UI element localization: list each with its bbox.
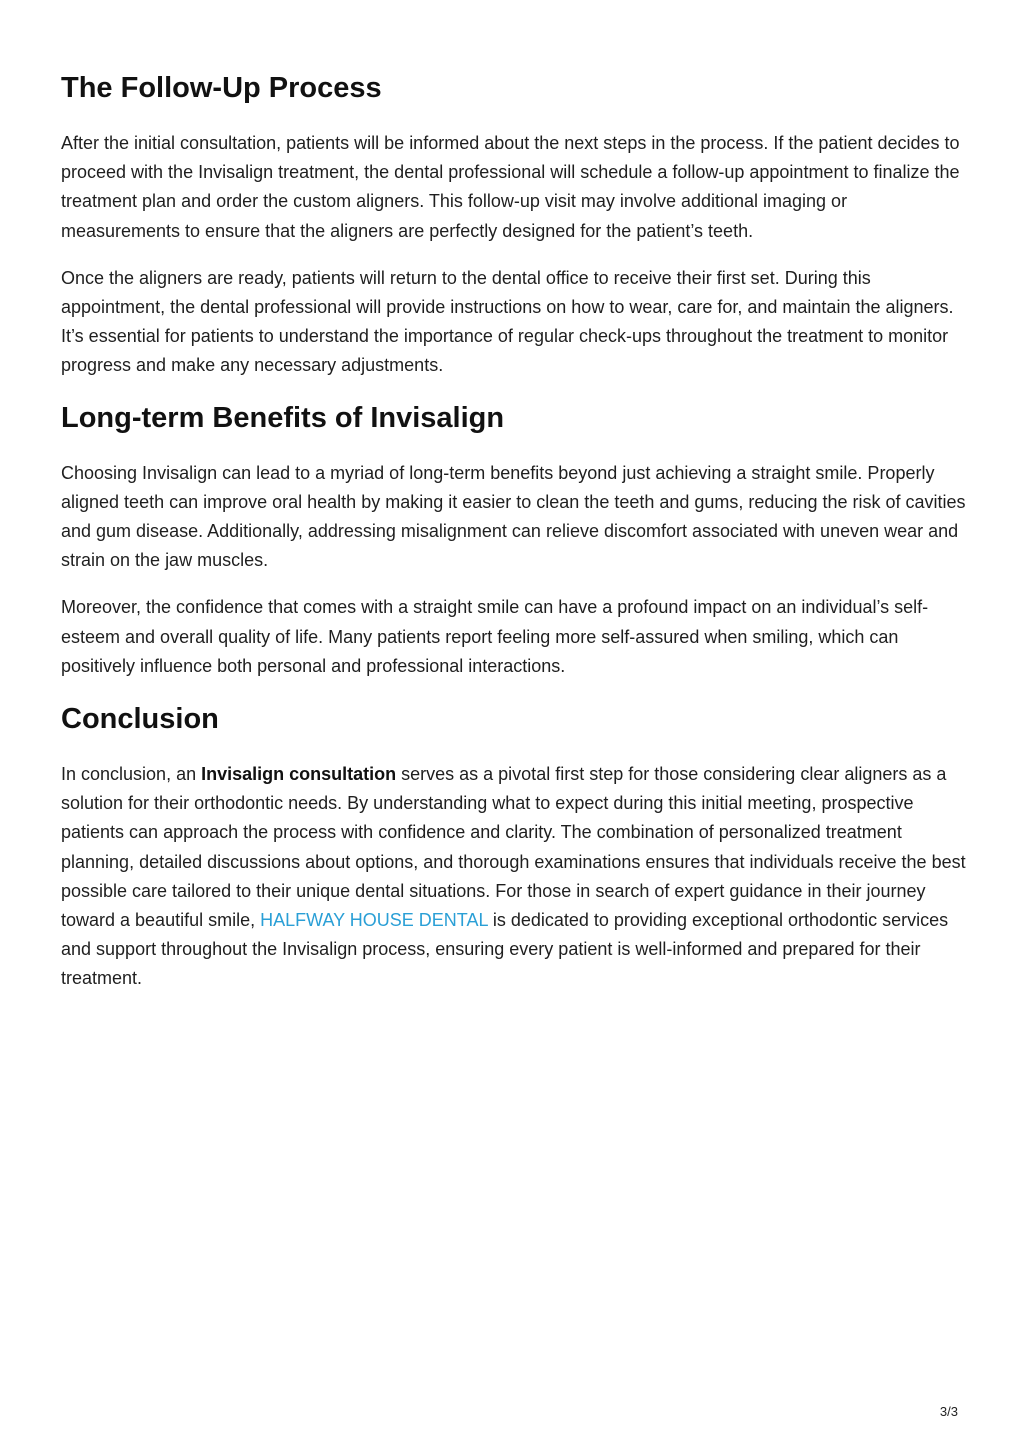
paragraph-follow-up-2: Once the aligners are ready, patients will return to the dental office to receive their first set. During this appointment, the dental professional will provide instructions on how to wear, care for, and maintain the aligners. It’s essential for patients to understand the importance of regular check-ups throughout the treatment to monitor progress and make any necessary adjustments. (61, 267, 954, 376)
halfway-house-dental-link[interactable]: HALFWAY HOUSE DENTAL (260, 910, 488, 931)
document-page (61, 0, 966, 994)
heading-conclusion: Conclusion (61, 703, 219, 736)
conclusion-intro-text: In conclusion, an (61, 764, 202, 785)
paragraph-conclusion (61, 760, 966, 994)
conclusion-end-text: is dedicated to providing exceptional orthodontic services and support throughout the Invisalign process, ensuring every patient is well-informed and prepared for their treatment. (61, 910, 949, 989)
conclusion-bold-term: Invisalign consultation (201, 764, 397, 785)
page-number: 3/3 (939, 1404, 958, 1419)
heading-follow-up-process: The Follow-Up Process (61, 72, 382, 104)
paragraph-benefits-1: Choosing Invisalign can lead to a myriad of long-term benefits beyond just achieving a straight smile. Properly aligned teeth can improve oral health by making it easier to clean the teeth and gums, reducing the risk of cavities and gum disease. Additionally, addressing misalignment can relieve discomfort associated with uneven wear and strain on the jaw muscles. (61, 462, 966, 571)
heading-long-term-benefits: Long-term Benefits of Invisalign (61, 401, 505, 434)
conclusion-middle-text: serves as a pivotal first step for those considering clear aligners as a solution for their orthodontic needs. By understanding what to expect during this initial meeting, prospective patients can approach the process with confidence and clarity. The combination of personalized treatment planning, detailed discussions about options, and thorough examinations ensures that individuals receive the best possible care tailored to their unique dental situations. For those in search of expert guidance in their journey toward a beautiful smile, (61, 764, 966, 931)
paragraph-follow-up-1: After the initial consultation, patients will be informed about the next steps in the process. If the patient decides to proceed with the Invisalign treatment, the dental professional will schedule a follow-up appointment to finalize the treatment plan and order the custom aligners. This follow-up visit may involve additional imaging or measurements to ensure that the aligners are perfectly designed for the patient’s teeth. (61, 133, 960, 241)
paragraph-benefits-2: Moreover, the confidence that comes with a straight smile can have a profound impact on an individual’s self-esteem and overall quality of life. Many patients report feeling more self-assured when smiling, which can positively influence both personal and professional interactions. (61, 597, 929, 676)
